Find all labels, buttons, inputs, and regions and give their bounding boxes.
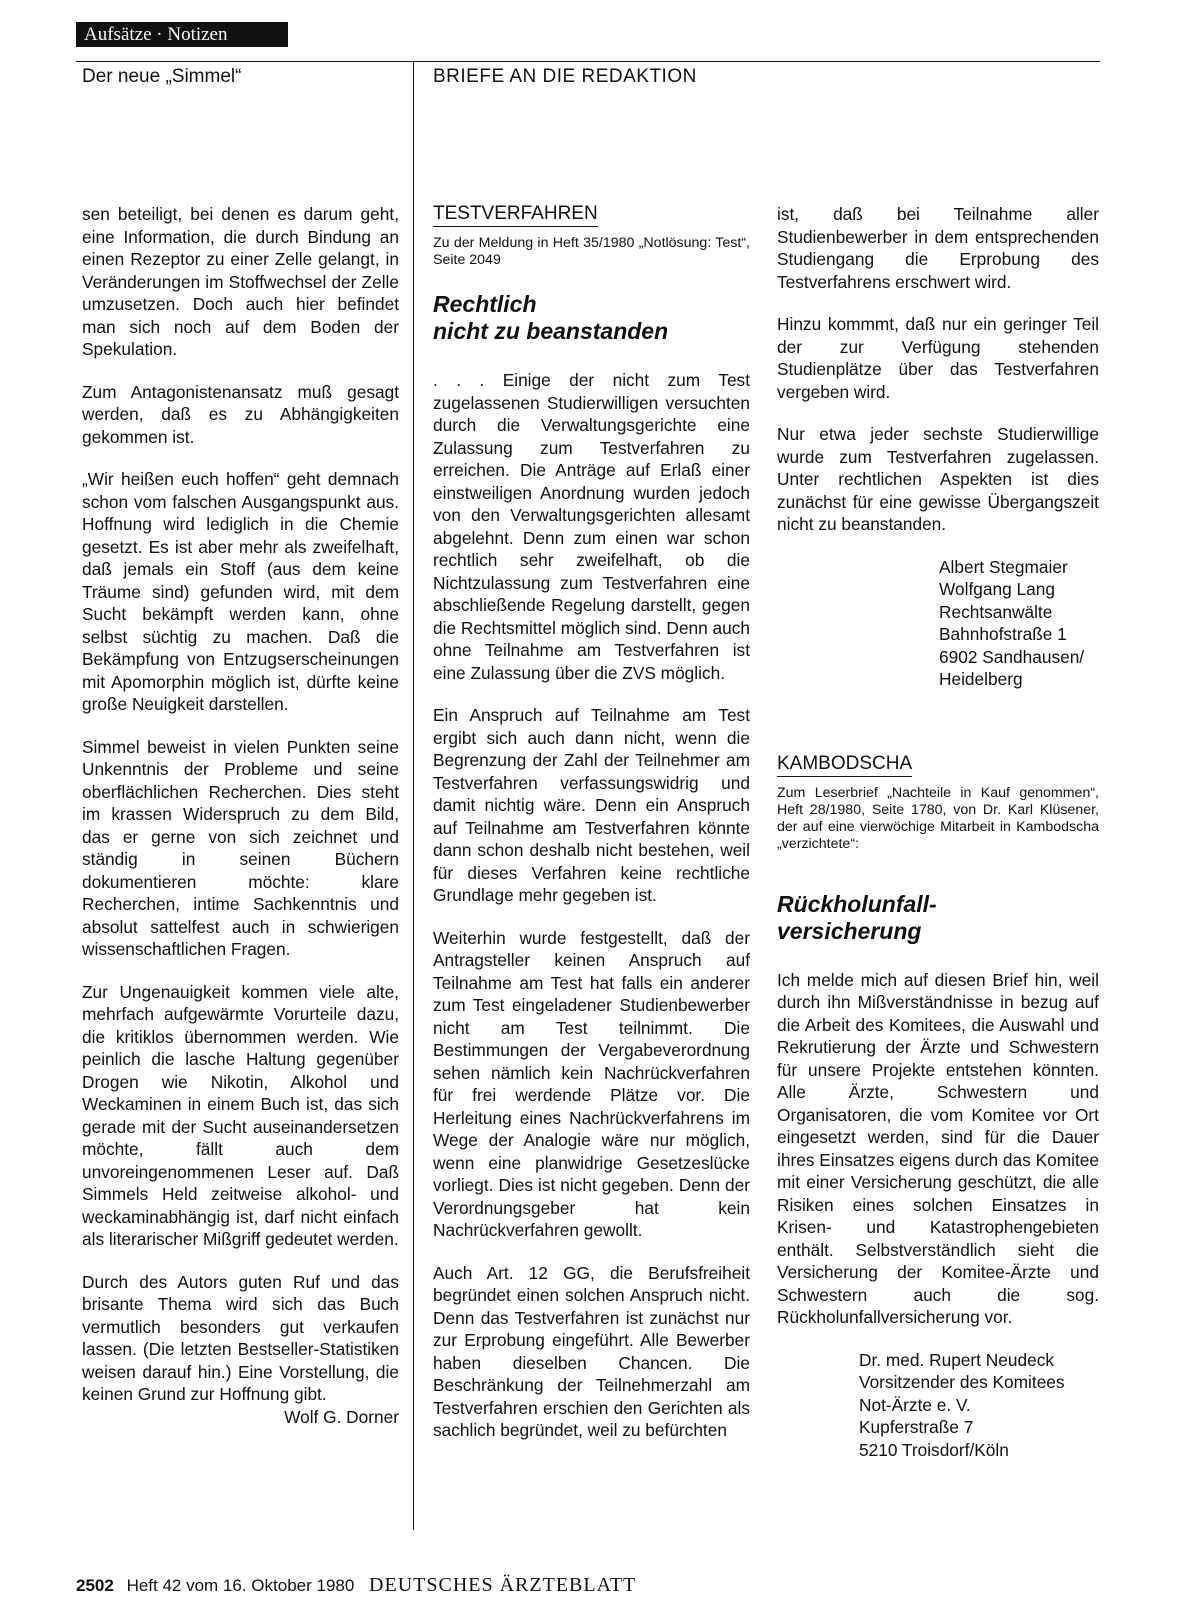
- journal-name: DEUTSCHES ÄRZTEBLATT: [369, 1574, 637, 1596]
- rubric-kambodscha: [777, 753, 1099, 775]
- rubric-text: KAMBODSCHA: [777, 753, 912, 777]
- body-paragraph: Zum Antagonistenansatz muß gesagt werden, daß es zu Abhängigkeiten gekommen ist.: [82, 381, 399, 447]
- body-paragraph: ist, daß bei Teilnahme aller Studienbewerber in dem entsprechenden Studiengang die Erprobung des Testverfahrens erschwert wird.: [777, 204, 1099, 292]
- signature-line: Bahnhofstraße 1: [939, 624, 1067, 644]
- column-1: [82, 203, 399, 1428]
- letter-reference: Zu der Meldung in Heft 35/1980 „Notlösung: Test“, Seite 2049: [433, 235, 750, 268]
- page-number: 2502: [76, 1576, 114, 1595]
- column-2: [433, 203, 750, 1462]
- signature-block: [859, 1349, 1099, 1462]
- column-3: [777, 203, 1099, 1481]
- body-paragraph: sen beteiligt, bei denen es darum geht, eine Information, die durch Bindung an einen Rezeptor zu einer Zelle gelangt, in Veränderungen im Stoffwechsel der Zelle umzusetzen. Doch auch hier befindet man sich noch auf dem Boden der Spekulation.: [82, 204, 399, 359]
- body-paragraph: Weiterhin wurde festgestellt, daß der Antragsteller keinen Anspruch auf Teilnahme am Test hat falls ein anderer zum Test eingeladener Studienbewerber nicht am Test teilnimmt. Die Bestimmungen der Vergabeverordnung sehen nämlich kein Nachrückverfahren für frei werdende Plätze vor. Die Herleitung eines Nachrückverfahrens im Wege der Analogie wäre nur möglich, wenn eine planwidrige Gesetzeslücke vorliegt. Dies ist nicht gegeben. Denn der Verordnungsgeber hat kein Nachrückverfahren gewollt.: [433, 927, 750, 1240]
- column-rule: [413, 61, 414, 1530]
- signature-line: Heidelberg: [939, 669, 1023, 689]
- headline-line: Rechtlich: [433, 291, 537, 317]
- headline-line: nicht zu beanstanden: [433, 318, 669, 344]
- signature-line: Kupferstraße 7: [859, 1417, 974, 1437]
- issue-info: Heft 42 vom 16. Oktober 1980: [126, 1576, 355, 1595]
- signature-line: Rechtsanwälte: [939, 601, 1053, 622]
- signature-line: Vorsitzender des Komitees: [859, 1372, 1065, 1392]
- body-paragraph: Hinzu kommmt, daß nur ein geringer Teil der zur Verfügung stehenden Studienplätze über das Testverfahren vergeben wird.: [777, 314, 1099, 402]
- signature-line: 5210 Troisdorf/Köln: [859, 1439, 1009, 1460]
- author-name: Wolf G. Dorner: [284, 1406, 399, 1427]
- body-paragraph: Ich melde mich auf diesen Brief hin, weil durch ihn Mißverständnisse in bezug auf die Arbeit des Komitees, die Auswahl und Rekrutierung der Ärzte und Schwestern für unsere Projekte entstehen könnten. Alle Ärzte, Schwestern und Organisatoren, die vom Komitee vor Ort eingesetzt werden, sind für die Dauer ihres Einsatzes eigens durch das Komitee mit einer Versicherung geschützt, die alle Risiken eines solchen Einsatzes in Krisen- und Katastrophengebieten enthält. Selbstverständlich sieht die Versicherung der Komitee-Ärzte und Schwestern auch die sog. Rückholunfallversicherung vor.: [777, 969, 1099, 1327]
- signature-line: Wolfgang Lang: [939, 579, 1055, 599]
- headline-line: versicherung: [777, 917, 922, 944]
- letter-reference: Zum Leserbrief „Nachteile in Kauf genommen“, Heft 28/1980, Seite 1780, von Dr. Karl Klüsener, der auf eine vierwöchige Mitarbeit in Kambodscha „verzichtete“:: [777, 784, 1099, 852]
- signature-block: [939, 556, 1099, 691]
- body-paragraph: Auch Art. 12 GG, die Berufsfreiheit begründet einen solchen Anspruch nicht. Denn das Testverfahren ist zunächst nur zur Erprobung eingeführt. Alle Bewerber haben dieselben Chancen. Die Beschränkung der Teilnehmerzahl am Testverfahren erschien den Gerichten als sachlich begründet, weil zu befürchten: [433, 1262, 750, 1440]
- rubric-testverfahren: [433, 203, 750, 225]
- header-right-title: BRIEFE AN DIE REDAKTION: [433, 66, 697, 87]
- letter-headline: [777, 891, 1099, 945]
- page-footer: [76, 1574, 636, 1597]
- header-left-title: Der neue „Simmel“: [82, 66, 242, 87]
- last-paragraph-text: Durch des Autors guten Ruf und das brisante Thema wird sich das Buch vermutlich besonders gut verkaufen lassen. (Die letzten Bestseller-Statistiken weisen darauf hin.) Eine Vorstellung, die keinen Grund zur Hoffnung gibt.: [82, 1271, 399, 1404]
- body-paragraph: Nur etwa jeder sechste Studierwillige wurde zum Testverfahren zugelassen. Unter rechtlichen Aspekten ist dies zunächst für eine gewisse Übergangszeit nicht zu beanstanden.: [777, 424, 1099, 534]
- letter-headline: [433, 291, 750, 345]
- signature-line: Not-Ärzte e. V.: [859, 1394, 971, 1415]
- body-paragraph: Ein Anspruch auf Teilnahme am Test ergibt sich auch dann nicht, wenn die Begrenzung der Zahl der Teilnehmer am Testverfahren verfassungswidrig und damit nichtig wäre. Denn ein Anspruch auf Teilnahme am Testverfahren könnte dann schon deshalb nicht bestehen, weil für dieses Verfahren keine rechtliche Grundlage mehr gegeben ist.: [433, 705, 750, 905]
- headline-line: Rückholunfall-: [777, 890, 937, 917]
- body-paragraph: Zur Ungenauigkeit kommen viele alte, mehrfach aufgewärmte Vorurteile dazu, die kritiklos übernommen werden. Wie peinlich die lasche Haltung gegenüber Drogen wie Nikotin, Alkohol und Weckaminen in einem Buch ist, das sich gerade mit der Sucht auseinandersetzen möchte, fällt auch dem unvoreingenommenen Leser auf. Daß Simmels Held zeitweise alkohol- und weckaminabhängig ist, darf nicht einfach als literarischer Mißgriff gedeutet werden.: [82, 981, 399, 1249]
- body-paragraph: „Wir heißen euch hoffen“ geht demnach schon vom falschen Ausgangspunkt aus. Hoffnung wird lediglich in die Chemie gesetzt. Es ist aber mehr als zweifelhaft, daß jemals ein Stoff (aus dem keine Träume sind) gefunden wird, mit dem Sucht bekämpft werden kann, ohne selbst süchtig zu machen. Daß die Bekämpfung von Entzugserscheinungen mit Apomorphin möglich ist, dürfte keine große Neuigkeit darstellen.: [82, 469, 399, 714]
- signature-line: Albert Stegmaier: [939, 556, 1068, 577]
- section-tag: Aufsätze · Notizen: [76, 22, 288, 47]
- rubric-text: TESTVERFAHREN: [433, 203, 598, 227]
- body-paragraph-last: [82, 1271, 399, 1427]
- signature-line: 6902 Sandhausen/: [939, 646, 1085, 667]
- body-paragraph: . . . Einige der nicht zum Test zugelassenen Studierwilligen versuchten durch die Verwaltungsgerichte eine Zulassung zum Testverfahren zu erreichen. Die Anträge auf Erlaß einer einstweiligen Anordnung wurden jedoch von den Verwaltungsgerichten allesamt abgelehnt. Denn zum einen war schon rechtlich sehr zweifelhaft, ob die Nichtzulassung zum Testverfahren eine abschließende Regelung darstellt, gegen die Rechtsmittel möglich sind. Denn auch ohne Teilnahme am Testverfahren ist eine Zulassung über die ZVS möglich.: [433, 370, 750, 683]
- body-paragraph: Simmel beweist in vielen Punkten seine Unkenntnis der Probleme und seine oberflächlichen Recherchen. Dies steht im krassen Widerspruch zu dem Bild, das er gerne von sich zeichnet und ständig in seinen Büchern dokumentieren möchte: klare Recherchen, intime Sachkenntnis und absolut sattelfest auch in schwierigen wissenschaftlichen Fragen.: [82, 736, 399, 959]
- signature-line: Dr. med. Rupert Neudeck: [859, 1349, 1054, 1370]
- top-rule: [76, 61, 1100, 62]
